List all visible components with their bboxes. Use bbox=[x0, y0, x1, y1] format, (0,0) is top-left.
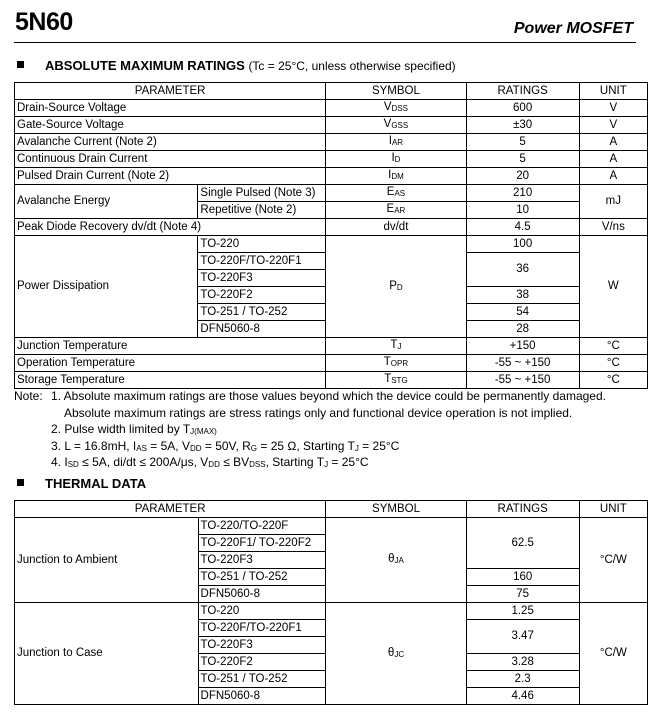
col-header-symbol: SYMBOL bbox=[326, 83, 466, 100]
param-cell: Avalanche Energy bbox=[15, 185, 198, 219]
note-3: 3. L = 16.8mH, $I_{AS} = 5A$, $V_{DD} = 50V$, $R_G = 25$ Ω, Starting $T_J = 25^\circ C$ bbox=[51, 438, 400, 453]
package-cell: TO-251 / TO-252 bbox=[198, 304, 326, 321]
rating-cell: 210 bbox=[466, 185, 579, 202]
rating-cell: 75 bbox=[466, 586, 579, 603]
param-cell: Operation Temperature bbox=[15, 355, 326, 372]
package-cell: TO-220F/TO-220F1 bbox=[198, 620, 326, 637]
package-cell: TO-220F2 bbox=[198, 654, 326, 671]
rating-cell: 4.46 bbox=[466, 688, 579, 705]
rating-cell: +150 bbox=[466, 338, 579, 355]
param-cell: Continuous Drain Current bbox=[15, 151, 326, 168]
table-row bbox=[15, 219, 648, 236]
param-cell: Gate-Source Voltage bbox=[15, 117, 326, 134]
table-row bbox=[15, 236, 648, 253]
package-cell: TO-251 / TO-252 bbox=[198, 569, 326, 586]
rating-cell: 600 bbox=[466, 100, 579, 117]
rating-cell: 54 bbox=[466, 304, 579, 321]
param-cell: Drain-Source Voltage bbox=[15, 100, 326, 117]
rating-cell: ±30 bbox=[466, 117, 579, 134]
abs-max-section-title: ABSOLUTE MAXIMUM RATINGS (Tc = 25°C, unless otherwise specified) bbox=[17, 58, 456, 73]
rating-cell: 20 bbox=[466, 168, 579, 185]
table-row bbox=[15, 168, 648, 185]
rating-cell: 10 bbox=[466, 202, 579, 219]
col-header-symbol: SYMBOL bbox=[326, 501, 466, 518]
package-cell: TO-220F3 bbox=[198, 270, 326, 287]
table-row bbox=[15, 117, 648, 134]
param-cell: Peak Diode Recovery dv/dt (Note 4) bbox=[15, 219, 326, 236]
table-row bbox=[15, 338, 648, 355]
thermal-table bbox=[14, 500, 648, 705]
package-cell: TO-220F3 bbox=[198, 552, 326, 569]
condition-cell: Single Pulsed (Note 3) bbox=[198, 185, 326, 202]
table-row bbox=[15, 518, 648, 535]
package-cell: TO-220 bbox=[198, 603, 326, 620]
package-cell: TO-220F3 bbox=[198, 637, 326, 654]
table-row bbox=[15, 151, 648, 168]
symbol-cell: $V_{GSS}$ bbox=[326, 117, 466, 134]
package-cell: DFN5060-8 bbox=[198, 321, 326, 338]
symbol-cell: $P_D$ bbox=[326, 236, 466, 338]
unit-cell: V/ns bbox=[579, 219, 647, 236]
page-header bbox=[14, 8, 636, 43]
param-cell: Junction to Case bbox=[15, 603, 199, 705]
rating-cell: 1.25 bbox=[466, 603, 579, 620]
rating-cell: 36 bbox=[466, 253, 579, 287]
col-header-ratings: RATINGS bbox=[466, 501, 579, 518]
package-cell: TO-220F/TO-220F1 bbox=[198, 253, 326, 270]
symbol-cell: $I_{DM}$ bbox=[326, 168, 466, 185]
rating-cell: 3.28 bbox=[466, 654, 579, 671]
unit-cell: °C bbox=[579, 355, 647, 372]
package-cell: TO-220 bbox=[198, 236, 326, 253]
rating-cell: 160 bbox=[466, 569, 579, 586]
table-row bbox=[15, 603, 648, 620]
note-2: 2. Pulse width limited by $T_{J(MAX)}$ bbox=[51, 422, 217, 436]
table-row bbox=[15, 372, 648, 389]
table-row bbox=[15, 355, 648, 372]
package-cell: TO-220F1/ TO-220F2 bbox=[198, 535, 326, 552]
rating-cell: 62.5 bbox=[466, 518, 579, 569]
rating-cell: 2.3 bbox=[466, 671, 579, 688]
table-header-row bbox=[15, 501, 648, 518]
col-header-unit: UNIT bbox=[579, 83, 647, 100]
unit-cell: °C bbox=[579, 372, 647, 389]
unit-cell: A bbox=[579, 168, 647, 185]
thermal-section-title: THERMAL DATA bbox=[17, 476, 146, 491]
rating-cell: 5 bbox=[466, 151, 579, 168]
param-cell: Junction to Ambient bbox=[15, 518, 199, 603]
col-header-ratings: RATINGS bbox=[466, 83, 579, 100]
abs-max-table bbox=[14, 82, 648, 389]
package-cell: DFN5060-8 bbox=[198, 586, 326, 603]
symbol-cell: $\theta_{JA}$ bbox=[326, 518, 466, 603]
symbol-cell: $T_{OPR}$ bbox=[326, 355, 466, 372]
rating-cell: 100 bbox=[466, 236, 579, 253]
symbol-cell: $I_D$ bbox=[326, 151, 466, 168]
col-header-parameter: PARAMETER bbox=[15, 83, 326, 100]
condition-cell: Repetitive (Note 2) bbox=[198, 202, 326, 219]
unit-cell: °C bbox=[579, 338, 647, 355]
rating-cell: -55 ~ +150 bbox=[466, 355, 579, 372]
square-bullet-icon bbox=[17, 61, 24, 68]
rating-cell: 5 bbox=[466, 134, 579, 151]
unit-cell: °C/W bbox=[579, 603, 647, 705]
rating-cell: -55 ~ +150 bbox=[466, 372, 579, 389]
param-cell: Avalanche Current (Note 2) bbox=[15, 134, 326, 151]
package-cell: TO-220/TO-220F bbox=[198, 518, 326, 535]
table-row bbox=[15, 185, 648, 202]
rating-cell: 38 bbox=[466, 287, 579, 304]
symbol-cell: $I_{AR}$ bbox=[326, 134, 466, 151]
symbol-cell: $T_J$ bbox=[326, 338, 466, 355]
symbol-cell: $T_{STG}$ bbox=[326, 372, 466, 389]
rating-cell: 28 bbox=[466, 321, 579, 338]
symbol-cell: $E_{AS}$ bbox=[326, 185, 466, 202]
package-cell: TO-251 / TO-252 bbox=[198, 671, 326, 688]
param-cell: Junction Temperature bbox=[15, 338, 326, 355]
col-header-parameter: PARAMETER bbox=[15, 501, 326, 518]
note-4: 4. $I_{SD} \le 5A$, di/dt ≤ 200A/μs, $V_{DD} \le BV_{DSS}$, Starting $T_J = 25^\circ C$ bbox=[51, 455, 369, 469]
unit-cell: A bbox=[579, 151, 647, 168]
unit-cell: A bbox=[579, 134, 647, 151]
param-cell: Pulsed Drain Current (Note 2) bbox=[15, 168, 326, 185]
table-row bbox=[15, 134, 648, 151]
symbol-cell: $E_{AR}$ bbox=[326, 202, 466, 219]
notes-label: Note: bbox=[14, 389, 43, 403]
square-bullet-icon bbox=[17, 479, 24, 486]
table-header-row bbox=[15, 83, 648, 100]
part-number: 5N60 bbox=[15, 8, 73, 36]
unit-cell: V bbox=[579, 117, 647, 134]
unit-cell: W bbox=[579, 236, 647, 338]
symbol-cell: $\theta_{JC}$ bbox=[326, 603, 466, 705]
note-1b: Absolute maximum ratings are stress ratings only and functional device operation is not implied. bbox=[64, 405, 573, 420]
note-1a: 1. Absolute maximum ratings are those values beyond which the device could be permanently damaged. bbox=[51, 389, 606, 403]
unit-cell: °C/W bbox=[579, 518, 647, 603]
unit-cell: V bbox=[579, 100, 647, 117]
unit-cell: mJ bbox=[579, 185, 647, 219]
product-type: Power MOSFET bbox=[513, 20, 633, 37]
param-cell: Power Dissipation bbox=[15, 236, 198, 338]
rating-cell: 4.5 bbox=[466, 219, 579, 236]
package-cell: TO-220F2 bbox=[198, 287, 326, 304]
symbol-cell: $V_{DSS}$ bbox=[326, 100, 466, 117]
param-cell: Storage Temperature bbox=[15, 372, 326, 389]
col-header-unit: UNIT bbox=[579, 501, 647, 518]
symbol-cell: dv/dt bbox=[326, 219, 466, 236]
package-cell: DFN5060-8 bbox=[198, 688, 326, 705]
table-row bbox=[15, 100, 648, 117]
rating-cell: 3.47 bbox=[466, 620, 579, 654]
abs-max-condition: (Tc = 25°C, unless otherwise specified) bbox=[248, 59, 456, 73]
